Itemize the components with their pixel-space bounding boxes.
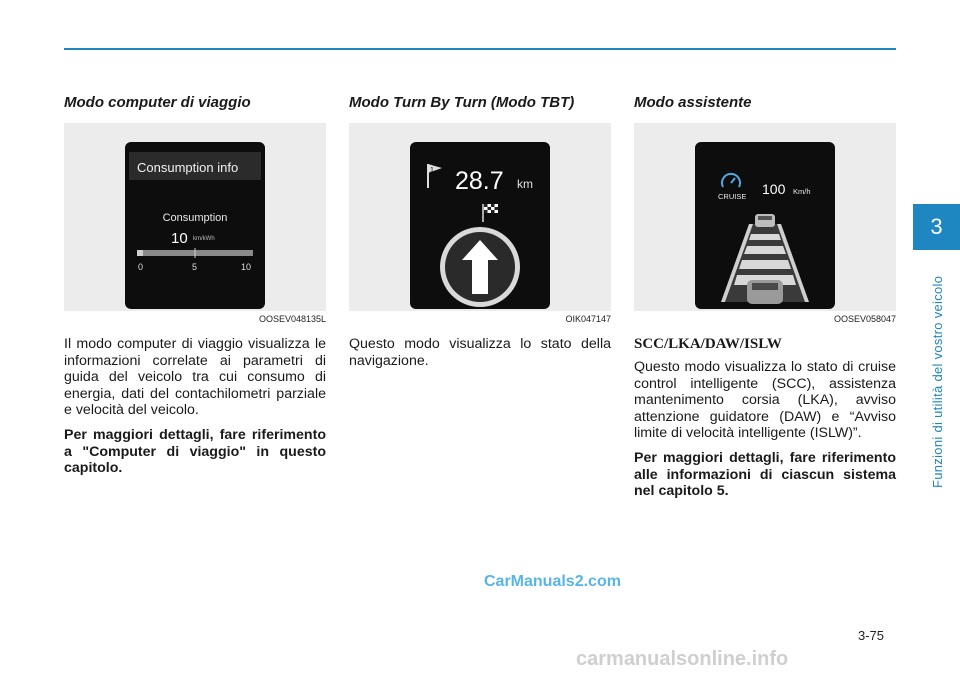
chapter-title: Funzioni di utilità del vostro veicolo	[930, 275, 945, 488]
figure-code: OOSEV058047	[833, 314, 896, 324]
screen-unit: km/kWh	[193, 236, 215, 242]
paragraph: Questo modo visualizza lo stato della navigazione.	[349, 336, 611, 369]
paragraph: Il modo computer di viaggio visualizza le informazioni correlate ai parametri di guida del veicolo tra cui consumo di energia, dati del contachilometri parziale e velocità del veicolo.	[64, 336, 326, 419]
scale-mid: 5	[192, 262, 198, 272]
screen-label: Consumption	[162, 212, 228, 224]
cruise-label: CRUISE	[718, 192, 747, 201]
scale-min: 0	[138, 262, 144, 272]
assistant-figure	[634, 123, 896, 311]
assistant-section	[634, 94, 896, 508]
watermark-link[interactable]: CarManuals2.com	[484, 573, 621, 590]
turn-by-turn-section	[349, 94, 611, 377]
distance-unit: km	[517, 177, 533, 191]
section-title: Modo assistente	[634, 94, 752, 111]
paragraph: Questo modo visualizza lo stato di cruise control intelligente (SCC), assistenza mantenimento corsia (LKA), avviso attenzione guidatore (DAW) e “Avviso limite di velocità intelligente (ISLW)”.	[634, 359, 896, 442]
vehicle-icon	[747, 280, 783, 304]
cluster-screen	[125, 142, 265, 309]
cluster-screen	[695, 142, 835, 309]
checkered-flag-icon	[483, 204, 498, 222]
distance-value: 28.7	[455, 167, 504, 195]
trip-computer-figure	[64, 123, 326, 311]
page-number: 3-75	[858, 628, 885, 643]
flag-number: 1	[430, 167, 434, 174]
scale-max: 10	[241, 262, 252, 272]
tbt-figure	[349, 123, 611, 311]
set-speed: 100	[762, 181, 786, 197]
straight-arrow-icon	[440, 227, 520, 307]
speed-unit: Km/h	[793, 187, 811, 196]
watermark-footer: carmanualsonline.info	[576, 648, 789, 670]
chapter-tab: 3	[913, 204, 960, 250]
header-rule	[64, 48, 896, 50]
trip-computer-section	[64, 94, 326, 485]
reference-paragraph: Per maggiori dettagli, fare riferimento alle informazioni di ciascun sistema nel capitolo 5.	[634, 449, 896, 500]
screen-value: 10	[171, 230, 188, 247]
screen-header: Consumption info	[137, 160, 239, 175]
section-title: Modo Turn By Turn (Modo TBT)	[349, 94, 575, 111]
reference-paragraph: Per maggiori dettagli, fare riferimento a "Computer di viaggio" in questo capitolo.	[64, 426, 326, 477]
figure-code: OIK047147	[565, 314, 611, 324]
cluster-screen	[410, 142, 550, 309]
subheading: SCC/LKA/DAW/ISLW	[634, 336, 782, 352]
section-title: Modo computer di viaggio	[64, 94, 251, 111]
cruise-control-icon	[722, 174, 740, 187]
figure-code: OOSEV048135L	[258, 314, 326, 324]
vehicle-icon	[755, 214, 775, 227]
